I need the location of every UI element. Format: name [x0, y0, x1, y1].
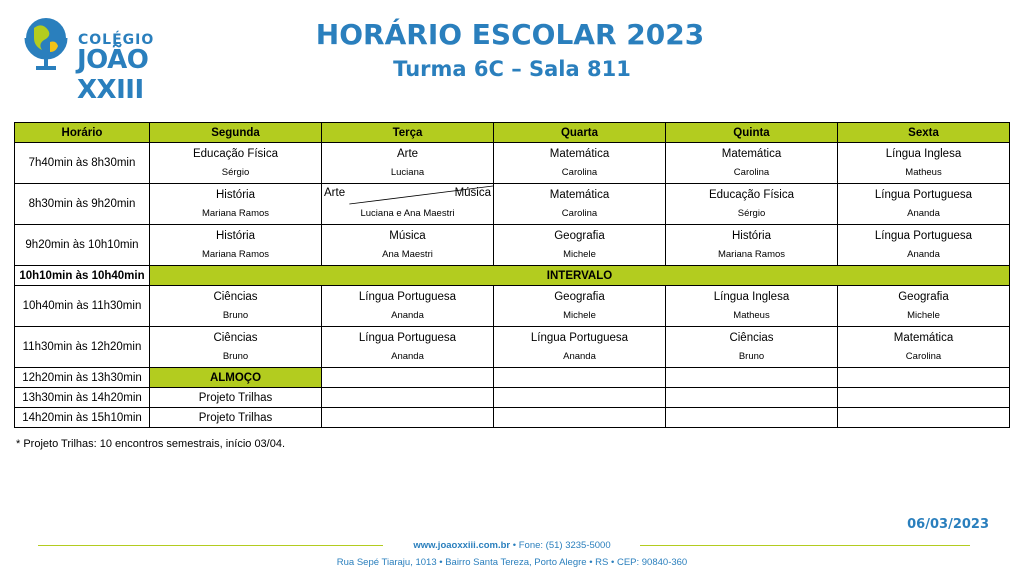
empty-cell: [838, 368, 1010, 388]
subject: História: [216, 230, 255, 242]
col-header-sexta: Sexta: [838, 123, 1010, 143]
empty-cell: [494, 368, 666, 388]
table-row: [15, 327, 1010, 368]
class-cell: [666, 225, 838, 266]
time-cell: 10h40min às 11h30min: [15, 286, 150, 327]
class-cell: [150, 184, 322, 225]
interval-row: [15, 266, 1010, 286]
class-cell: [322, 225, 494, 266]
teacher: Carolina: [733, 167, 770, 178]
class-cell: [838, 184, 1010, 225]
teacher: Ananda: [391, 310, 424, 321]
teacher: Mariana Ramos: [201, 249, 270, 260]
class-cell: [322, 286, 494, 327]
subject-left: Arte: [324, 187, 346, 199]
subject: História: [216, 189, 255, 201]
table-row: [15, 143, 1010, 184]
time-cell: 11h30min às 12h20min: [15, 327, 150, 368]
col-header-segunda: Segunda: [150, 123, 322, 143]
class-cell: Projeto Trilhas: [150, 388, 322, 408]
footer-phone: • Fone: (51) 3235-5000: [510, 540, 611, 551]
time-cell: 7h40min às 8h30min: [15, 143, 150, 184]
teacher: Bruno: [222, 310, 249, 321]
subject: Matemática: [893, 332, 954, 344]
teacher: Ananda: [907, 249, 940, 260]
class-cell: [838, 286, 1010, 327]
table-row: [15, 184, 1010, 225]
lunch-row: [15, 368, 1010, 388]
col-header-terca: Terça: [322, 123, 494, 143]
lunch-cell: ALMOÇO: [150, 368, 322, 388]
logo-bottom-text: JOÃO XXIII: [77, 45, 149, 105]
page-subtitle: Turma 6C – Sala 811: [393, 57, 631, 81]
time-cell: 9h20min às 10h10min: [15, 225, 150, 266]
class-cell: [666, 184, 838, 225]
teacher: Sérgio: [737, 208, 766, 219]
table-row: [15, 225, 1010, 266]
teacher: Mariana Ramos: [201, 208, 270, 219]
subject: Ciências: [213, 291, 258, 303]
subject: Geografia: [554, 291, 605, 303]
class-cell: [322, 327, 494, 368]
subject: Matemática: [549, 148, 610, 160]
class-cell: [666, 327, 838, 368]
time-cell: 12h20min às 13h30min: [15, 368, 150, 388]
empty-cell: [838, 408, 1010, 428]
subject: Ciências: [213, 332, 258, 344]
subject: Língua Inglesa: [885, 148, 962, 160]
subject: Matemática: [549, 189, 610, 201]
teacher: Mariana Ramos: [717, 249, 786, 260]
class-cell: [838, 327, 1010, 368]
subject: Língua Portuguesa: [874, 230, 973, 242]
subject: Língua Portuguesa: [358, 332, 457, 344]
class-cell: [494, 184, 666, 225]
page-title: HORÁRIO ESCOLAR 2023: [315, 18, 705, 51]
class-cell: [838, 225, 1010, 266]
subject: Ciências: [729, 332, 774, 344]
teacher: Matheus: [905, 167, 942, 178]
class-cell: [150, 143, 322, 184]
class-cell: [838, 143, 1010, 184]
table-header-row: [15, 123, 1010, 143]
class-cell: [494, 327, 666, 368]
teacher: Michele: [563, 249, 596, 260]
teacher: Carolina: [905, 351, 942, 362]
teacher: Bruno: [222, 351, 249, 362]
teacher: Sérgio: [221, 167, 250, 178]
subject: Educação Física: [192, 148, 278, 160]
empty-cell: [666, 388, 838, 408]
subject: Língua Inglesa: [713, 291, 790, 303]
empty-cell: [494, 388, 666, 408]
subject: História: [732, 230, 771, 242]
class-cell: Projeto Trilhas: [150, 408, 322, 428]
teacher: Matheus: [733, 310, 770, 321]
subject: Língua Portuguesa: [874, 189, 973, 201]
empty-cell: [838, 388, 1010, 408]
time-cell: 13h30min às 14h20min: [15, 388, 150, 408]
subject: Música: [389, 230, 426, 242]
teacher: Carolina: [561, 208, 598, 219]
table-row: [15, 286, 1010, 327]
class-cell: [150, 286, 322, 327]
subject: Educação Física: [708, 189, 794, 201]
class-cell: [666, 143, 838, 184]
time-cell: 8h30min às 9h20min: [15, 184, 150, 225]
empty-cell: [322, 408, 494, 428]
class-cell: [494, 225, 666, 266]
teacher: Ana Maestri: [382, 249, 433, 260]
subject: Geografia: [554, 230, 605, 242]
empty-cell: [494, 408, 666, 428]
footnote: * Projeto Trilhas: 10 encontros semestrais, início 03/04.: [16, 438, 286, 450]
footer-website-link[interactable]: www.joaoxxiii.com.br: [413, 540, 511, 551]
subject: Língua Portuguesa: [358, 291, 457, 303]
table-row: [15, 408, 1010, 428]
subject: Arte: [396, 148, 419, 160]
teacher: Michele: [563, 310, 596, 321]
class-cell: [150, 327, 322, 368]
table-row: [15, 388, 1010, 408]
subject-right: Música: [454, 187, 491, 199]
teacher: Ananda: [563, 351, 596, 362]
class-cell: [494, 143, 666, 184]
class-cell: [322, 143, 494, 184]
split-class-cell: [322, 184, 494, 225]
class-cell: [666, 286, 838, 327]
teacher: Carolina: [561, 167, 598, 178]
document-date: 06/03/2023: [907, 517, 989, 532]
col-header-quarta: Quarta: [494, 123, 666, 143]
col-header-quinta: Quinta: [666, 123, 838, 143]
time-cell: 10h10min às 10h40min: [15, 266, 150, 286]
footer-contact: [0, 540, 1024, 551]
empty-cell: [322, 368, 494, 388]
time-cell: 14h20min às 15h10min: [15, 408, 150, 428]
empty-cell: [666, 408, 838, 428]
teacher: Michele: [907, 310, 940, 321]
subject: Língua Portuguesa: [530, 332, 629, 344]
schedule-table: [14, 122, 1010, 428]
class-cell: [150, 225, 322, 266]
subject: Matemática: [721, 148, 782, 160]
teacher: Luciana: [390, 167, 425, 178]
class-cell: [494, 286, 666, 327]
teacher: Bruno: [738, 351, 765, 362]
empty-cell: [666, 368, 838, 388]
subject: Geografia: [898, 291, 949, 303]
col-header-horario: Horário: [15, 123, 150, 143]
interval-cell: INTERVALO: [150, 266, 1010, 286]
empty-cell: [322, 388, 494, 408]
teacher: Ananda: [907, 208, 940, 219]
teacher: Luciana e Ana Maestri: [360, 208, 455, 219]
logo-top-text: COLÉGIO: [78, 32, 155, 48]
teacher: Ananda: [391, 351, 424, 362]
footer-address: Rua Sepé Tiaraju, 1013 • Bairro Santa Tereza, Porto Alegre • RS • CEP: 90840-360: [336, 557, 688, 568]
